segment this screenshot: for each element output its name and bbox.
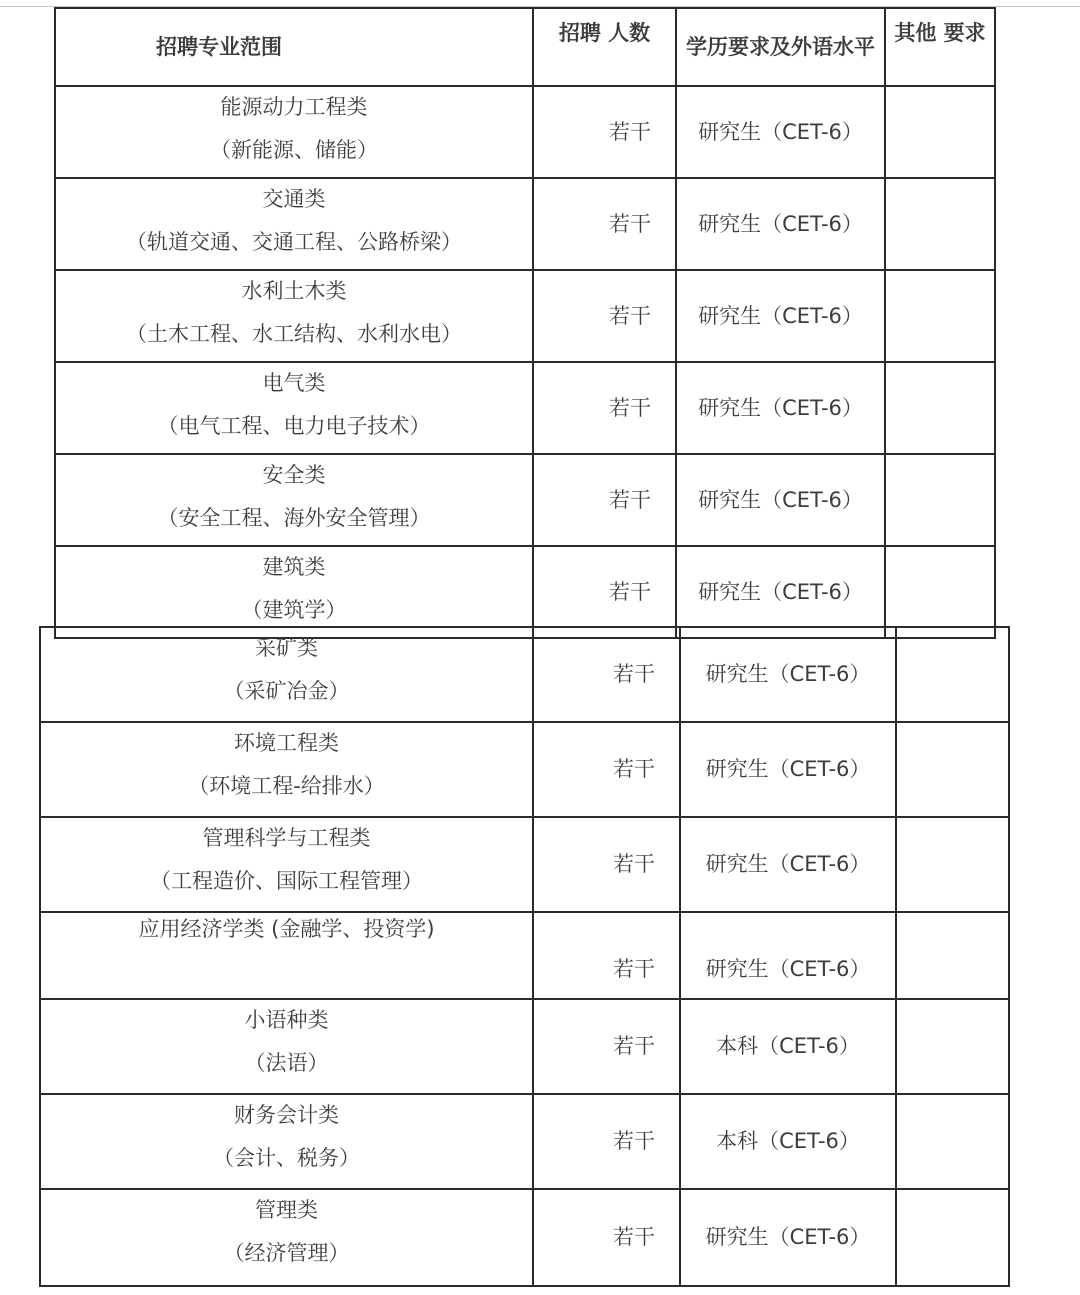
education-cell: 研究生（CET-6）: [680, 722, 896, 817]
education-cell: 研究生（CET-6）: [680, 627, 896, 722]
education-cell: 研究生（CET-6）: [676, 86, 885, 178]
education-cell: 研究生（CET-6）: [680, 817, 896, 912]
major-cell: [40, 999, 533, 1094]
major-detail: （轨道交通、交通工程、公路桥梁）: [126, 230, 462, 254]
major-detail: （法语）: [244, 1051, 329, 1075]
count-cell: 若干: [533, 362, 676, 454]
count-cell: 若干: [533, 627, 680, 722]
table-row: [40, 817, 1009, 912]
major-cell: [55, 270, 533, 362]
count-cell: [533, 912, 680, 999]
count-cell: 若干: [533, 86, 676, 178]
major-name: 环境工程类: [234, 731, 339, 755]
header-education: 学历要求及外语水平: [676, 8, 885, 86]
count-cell: 若干: [533, 1094, 680, 1189]
header-count: 招聘 人数: [533, 8, 676, 86]
education-cell: 研究生（CET-6）: [676, 546, 885, 638]
major-detail: （环境工程-给排水）: [188, 774, 385, 798]
education-cell: 本科（CET-6）: [680, 1094, 896, 1189]
table-row: [55, 86, 995, 178]
count-cell: 若干: [533, 178, 676, 270]
count-cell: 若干: [533, 1189, 680, 1286]
major-cell: [40, 1094, 533, 1189]
other-cell: [896, 999, 1009, 1094]
major-detail: （经济管理）: [223, 1241, 350, 1265]
major-name: 安全类: [262, 463, 326, 487]
other-cell: [885, 546, 995, 638]
major-name: 管理类: [255, 1198, 318, 1222]
education-cell: 研究生（CET-6）: [676, 270, 885, 362]
other-cell: [885, 362, 995, 454]
education-cell: 研究生（CET-6）: [676, 454, 885, 546]
table-row: [40, 1094, 1009, 1189]
major-name: 水利土木类: [241, 279, 347, 303]
count-cell: 若干: [533, 722, 680, 817]
table-row: [40, 627, 1009, 722]
major-cell: [55, 178, 533, 270]
major-name: 财务会计类: [234, 1103, 339, 1127]
education-cell: 研究生（CET-6）: [676, 362, 885, 454]
education-cell: [680, 912, 896, 999]
count-cell: 若干: [533, 999, 680, 1094]
major-cell: [55, 454, 533, 546]
other-cell: [885, 454, 995, 546]
recruitment-table-upper: [54, 7, 996, 639]
other-cell: [896, 912, 1009, 999]
major-name: 交通类: [262, 187, 326, 211]
education-value: 研究生（CET-6）: [705, 957, 871, 981]
table-header-row: [55, 8, 995, 86]
major-cell: [40, 817, 533, 912]
table-row: [40, 999, 1009, 1094]
other-cell: [896, 1189, 1009, 1286]
education-cell: 研究生（CET-6）: [676, 178, 885, 270]
major-name: 应用经济学类 (金融学、投资学): [138, 917, 435, 941]
table-row: [55, 546, 995, 638]
other-cell: [885, 178, 995, 270]
major-cell: [40, 722, 533, 817]
table-row: [55, 362, 995, 454]
education-cell: 研究生（CET-6）: [680, 1189, 896, 1286]
table-row: [40, 722, 1009, 817]
education-cell: 本科（CET-6）: [680, 999, 896, 1094]
other-cell: [885, 86, 995, 178]
major-detail: （采矿冶金）: [223, 679, 350, 703]
count-value: 若干: [613, 957, 655, 981]
major-name: 小语种类: [244, 1008, 329, 1032]
major-cell: [40, 627, 533, 722]
table-row: [40, 912, 1009, 999]
other-cell: [896, 722, 1009, 817]
other-cell: [885, 270, 995, 362]
major-name: 电气类: [262, 371, 326, 395]
other-cell: [896, 1094, 1009, 1189]
major-name: 采矿类: [255, 636, 318, 660]
major-detail: （建筑学）: [241, 598, 347, 622]
table-row: [40, 1189, 1009, 1286]
major-detail: （安全工程、海外安全管理）: [157, 506, 431, 530]
count-cell: 若干: [533, 546, 676, 638]
other-cell: [896, 627, 1009, 722]
recruitment-table-lower: [39, 626, 1010, 1287]
major-cell: [55, 86, 533, 178]
major-name: 建筑类: [262, 555, 326, 579]
other-cell: [896, 817, 1009, 912]
header-other: 其他 要求: [885, 8, 995, 86]
major-detail: （新能源、储能）: [210, 138, 378, 162]
table-row: [55, 178, 995, 270]
major-detail: （工程造价、国际工程管理）: [150, 869, 423, 893]
major-name: 能源动力工程类: [220, 95, 368, 119]
table-row: [55, 270, 995, 362]
major-cell: [40, 1189, 533, 1286]
major-name: 管理科学与工程类: [202, 826, 371, 850]
count-cell: 若干: [533, 817, 680, 912]
count-cell: 若干: [533, 270, 676, 362]
table-row: [55, 454, 995, 546]
major-detail: （电气工程、电力电子技术）: [157, 414, 431, 438]
major-cell: [40, 912, 533, 999]
major-detail: （土木工程、水工结构、水利水电）: [126, 322, 462, 346]
major-cell: [55, 546, 533, 638]
major-cell: [55, 362, 533, 454]
major-detail: （会计、税务）: [213, 1146, 360, 1170]
header-major: 招聘专业范围: [55, 8, 533, 86]
count-cell: 若干: [533, 454, 676, 546]
